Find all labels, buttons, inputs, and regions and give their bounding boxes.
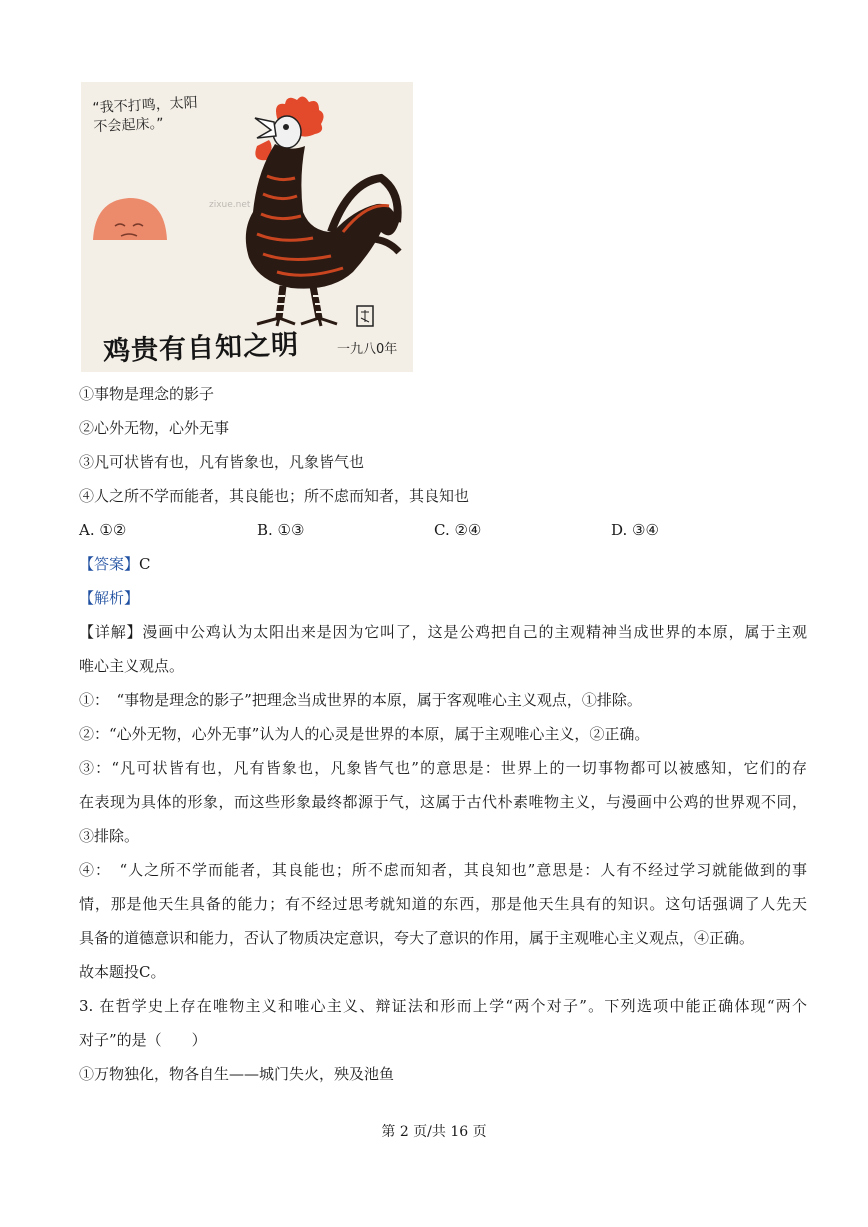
question-3-item-1: ①万物独化，物各自生——城门失火，殃及池鱼 (79, 1065, 395, 1083)
answer-line (79, 554, 151, 574)
cartoon-caption: 鸡贵有自知之明 (102, 329, 300, 368)
option-c: C. ②④ (434, 521, 482, 539)
explanation-4-line-3: 具备的道德意识和能力，否认了物质决定意识，夸大了意识的作用，属于主观唯心主义观点，④正确。 (79, 929, 755, 947)
answer-value: C (139, 555, 151, 573)
conclusion-line: 故本题投C。 (79, 963, 166, 981)
statement-1: ①事物是理念的影子 (79, 385, 215, 403)
option-a: A. ①② (79, 521, 127, 539)
watermark: zixue.net (209, 200, 251, 210)
analysis-tag-line (79, 588, 139, 608)
statement-3: ③凡可状皆有也，凡有皆象也，凡象皆气也 (79, 453, 365, 471)
question-3-line-1: 3. 在哲学史上存在唯物主义和唯心主义、辩证法和形而上学“两个对子”。下列选项中能正确体现“两个 (79, 997, 807, 1015)
option-d: D. ③④ (611, 521, 659, 539)
explanation-3-line-1: ③：“凡可状皆有也，凡有皆象也，凡象皆气也”的意思是：世界上的一切事物都可以被感知，它们的存 (79, 759, 807, 777)
explanation-3-line-3: ③排除。 (79, 827, 140, 845)
answer-tag: 【答案】 (79, 555, 140, 573)
cartoon-quote: “我不打鸣，太阳 不会起床。” (92, 94, 199, 136)
explanation-2: ②：“心外无物，心外无事”认为人的心灵是世界的本原，属于主观唯心主义，②正确。 (79, 725, 650, 743)
analysis-tag: 【解析】 (79, 589, 140, 607)
option-b: B. ①③ (257, 521, 305, 539)
explanation-3-line-2: 在表现为具体的形象，而这些形象最终都源于气，这属于古代朴素唯物主义，与漫画中公鸡的世界观不同， (79, 793, 807, 811)
explanation-4-line-2: 情，那是他天生具备的能力；有不经过思考就知道的东西，那是他天生具有的知识。这句话强调了人先天 (79, 895, 807, 913)
detail-text-1: 漫画中公鸡认为太阳出来是因为它叫了，这是公鸡把自己的主观精神当成世界的本原，属于主观 (142, 623, 807, 641)
question-3-line-2: 对子”的是（ ） (79, 1031, 207, 1049)
page-footer: 第 2 页/共 16 页 (381, 1124, 487, 1140)
statement-4: ④人之所不学而能者，其良能也；所不虑而知者，其良知也 (79, 487, 470, 505)
detail-line-1 (79, 622, 807, 642)
explanation-1: ①： “事物是理念的影子”把理念当成世界的本原，属于客观唯心主义观点，①排除。 (79, 691, 642, 709)
cartoon-year: 一九八0年 (337, 342, 398, 357)
explanation-4-line-1: ④： “人之所不学而能者，其良能也；所不虑而知者，其良知也”意思是：人有不经过学习就能做到的事 (79, 861, 807, 879)
rooster-cartoon (81, 82, 413, 372)
detail-line-2: 唯心主义观点。 (79, 657, 185, 675)
detail-tag: 【详解】 (79, 623, 143, 641)
statement-2: ②心外无物，心外无事 (79, 419, 230, 437)
